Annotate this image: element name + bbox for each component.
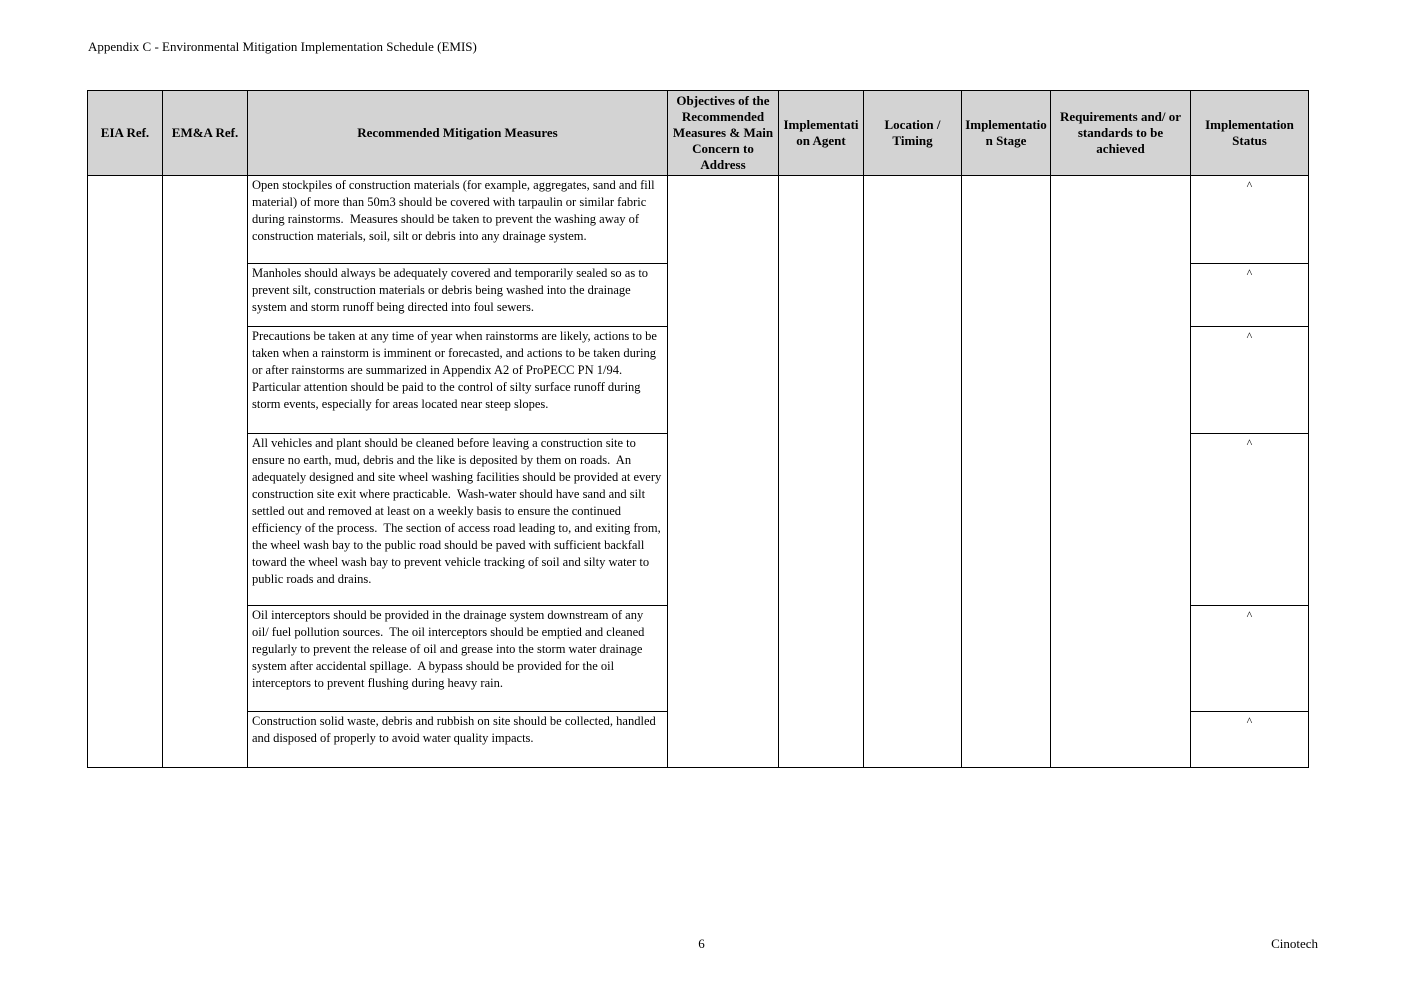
implementation-status-cell: ^ bbox=[1191, 327, 1309, 434]
mitigation-measure-cell: Precautions be taken at any time of year when rainstorms are likely, actions to be taken when a rainstorm is imminent or forecasted, and actions to be taken during or after rainstorms are summarized in Appendix A2 of ProPECC PN 1/94. Particular attention should be paid to the control of silty surface runoff during storm events, especially for areas located near steep slopes. bbox=[248, 327, 668, 434]
header-requirements-standards: Requirements and/ or standards to be achieved bbox=[1051, 91, 1191, 176]
objectives-body-column bbox=[668, 176, 779, 768]
requirements-standards-body-column bbox=[1051, 176, 1191, 768]
mitigation-measure-cell: All vehicles and plant should be cleaned before leaving a construction site to ensure no earth, mud, debris and the like is deposited by them on roads. An adequately designed and site wheel washing facilities should be provided at every construction site exit where practicable. Wash-water should have sand and silt settled out and removed at least on a weekly basis to ensure the continued efficiency of the process. The section of access road leading to, and exiting from, the wheel wash bay to the public road should be paved with sufficient backfall toward the wheel wash bay to prevent vehicle tracking of soil and silty water to public roads and drains. bbox=[248, 434, 668, 606]
implementation-status-cell: ^ bbox=[1191, 434, 1309, 606]
mitigation-measure-cell: Construction solid waste, debris and rubbish on site should be collected, handled and disposed of properly to avoid water quality impacts. bbox=[248, 712, 668, 768]
implementation-status-cell: ^ bbox=[1191, 264, 1309, 327]
header-recommended-mitigation-measures: Recommended Mitigation Measures bbox=[248, 91, 668, 176]
location-timing-body-column bbox=[864, 176, 962, 768]
mitigation-measure-cell: Manholes should always be adequately covered and temporarily sealed so as to prevent silt, construction materials or debris being washed into the drainage system and storm runoff being directed into foul sewers. bbox=[248, 264, 668, 327]
implementation-status-cell: ^ bbox=[1191, 606, 1309, 712]
emis-table bbox=[87, 90, 1309, 768]
header-location-timing: Location / Timing bbox=[864, 91, 962, 176]
mitigation-measure-cell: Oil interceptors should be provided in the drainage system downstream of any oil/ fuel pollution sources. The oil interceptors should be emptied and cleaned regularly to prevent the release of oil and grease into the storm water drainage system after accidental spillage. A bypass should be provided for the oil interceptors to prevent flushing during heavy rain. bbox=[248, 606, 668, 712]
mitigation-measure-cell: Open stockpiles of construction materials (for example, aggregates, sand and fill material) of more than 50m3 should be covered with tarpaulin or similar fabric during rainstorms. Measures should be taken to prevent the washing away of construction materials, soil, silt or debris into any drainage system. bbox=[248, 176, 668, 264]
header-implementation-agent: Implementation Agent bbox=[779, 91, 864, 176]
header-implementation-stage: Implementation Stage bbox=[962, 91, 1051, 176]
implementation-status-cell: ^ bbox=[1191, 176, 1309, 264]
implementation-status-cell: ^ bbox=[1191, 712, 1309, 768]
implementation-agent-body-column bbox=[779, 176, 864, 768]
implementation-stage-body-column bbox=[962, 176, 1051, 768]
page-number: 6 bbox=[698, 936, 705, 951]
header-implementation-status: Implementation Status bbox=[1191, 91, 1309, 176]
header-ema-ref: EM&A Ref. bbox=[163, 91, 248, 176]
header-objectives: Objectives of the Recommended Measures & Main Concern to Address bbox=[668, 91, 779, 176]
ema-ref-body-column bbox=[163, 176, 248, 768]
page-title: Appendix C - Environmental Mitigation Implementation Schedule (EMIS) bbox=[88, 39, 477, 54]
footer-brand: Cinotech bbox=[1271, 936, 1318, 951]
eia-ref-body-column bbox=[88, 176, 163, 768]
header-eia-ref: EIA Ref. bbox=[88, 91, 163, 176]
